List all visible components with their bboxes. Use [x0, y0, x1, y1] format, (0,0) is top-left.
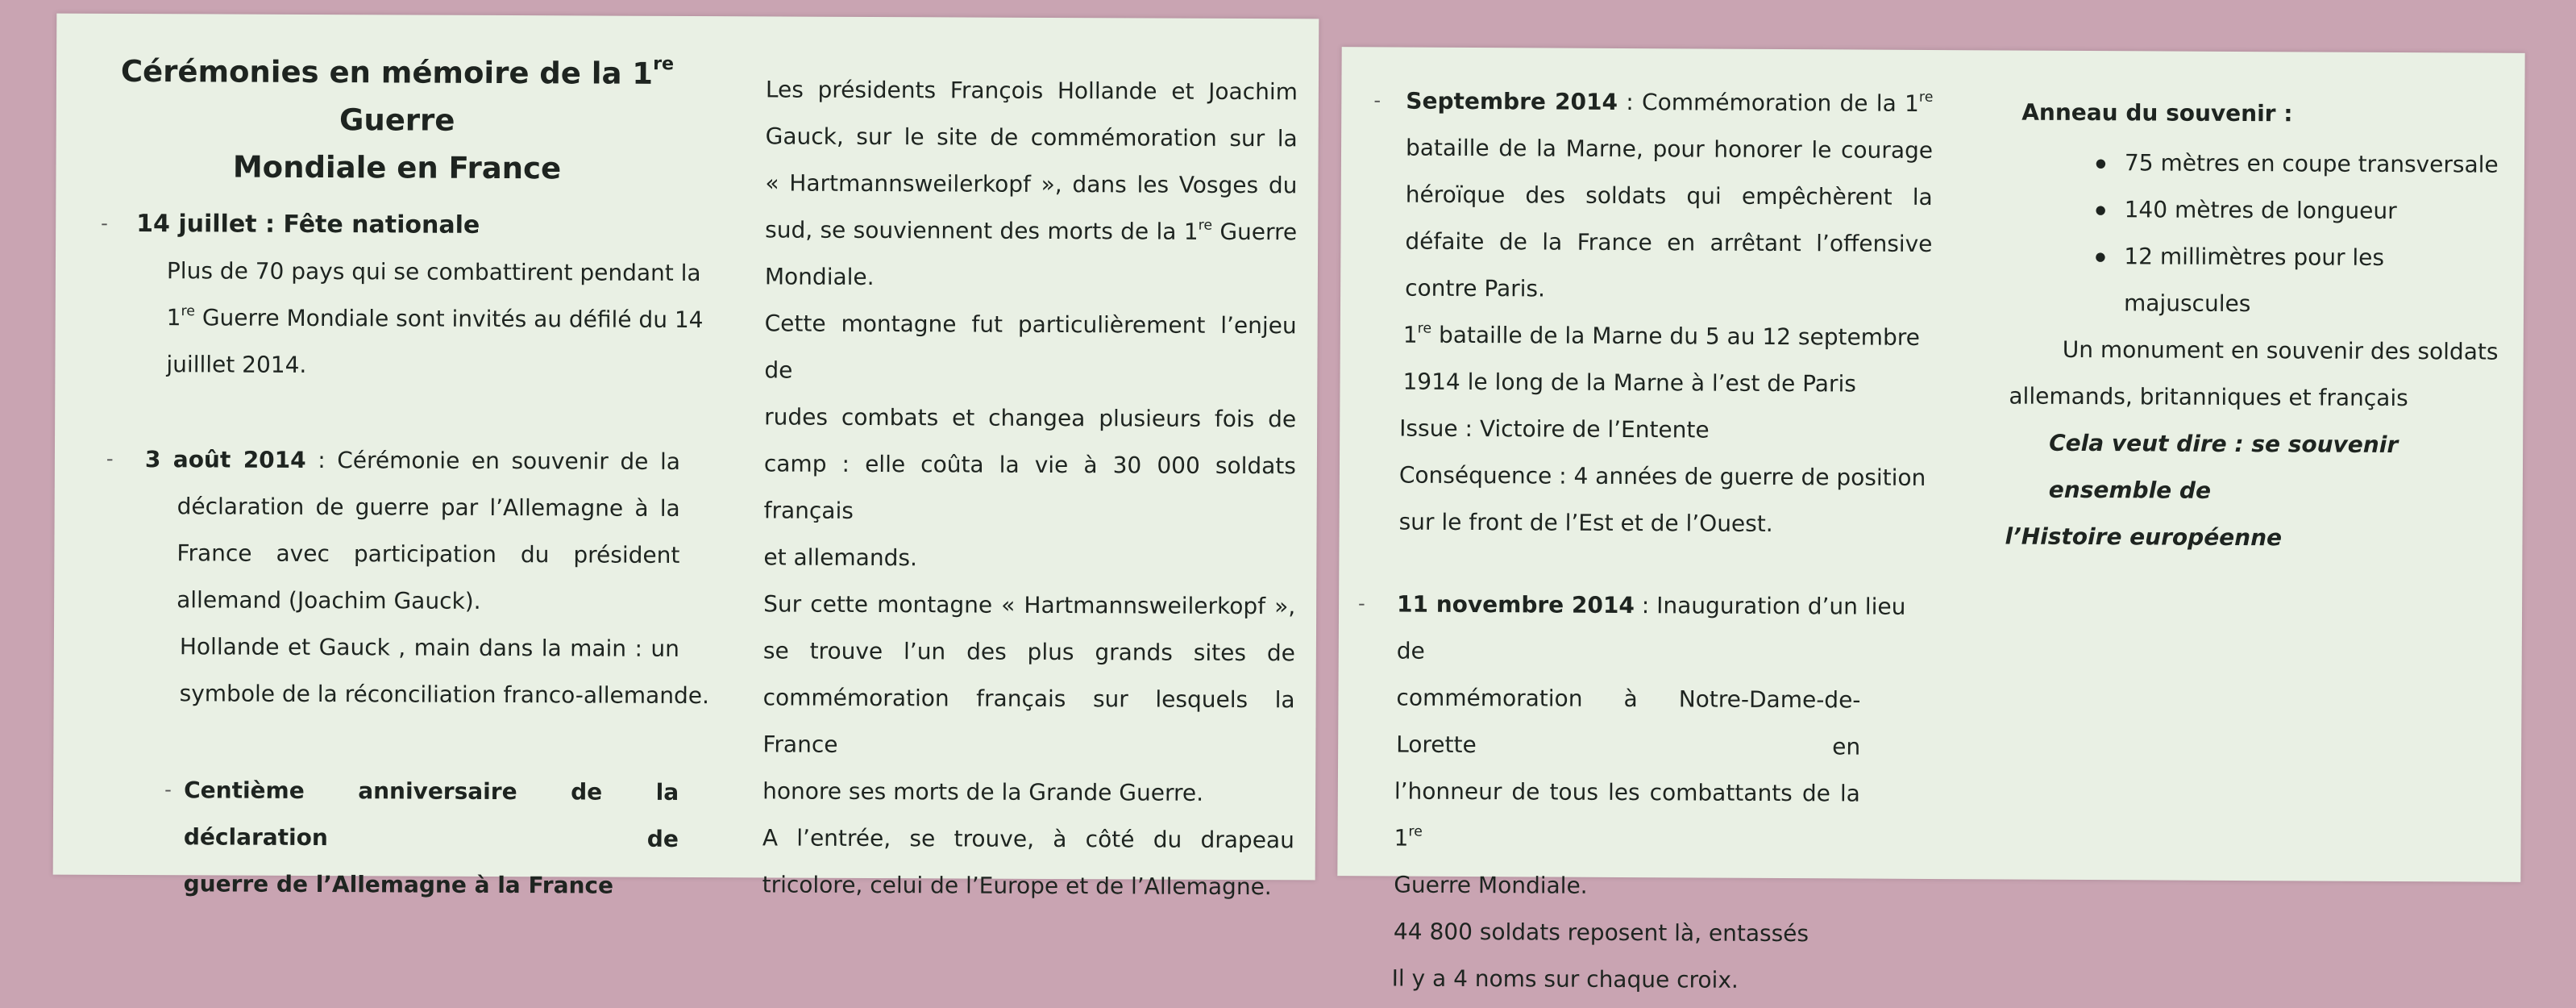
text-line: héroïque des soldats qui empêchèrent la	[1405, 181, 1933, 211]
text-line: 1914 le long de la Marne à l’est de Paris	[1402, 368, 1856, 398]
text-line: Mondiale.	[764, 263, 875, 291]
dash-marker: -	[106, 447, 114, 470]
text-line: commémoration à Notre-Dame-de-Lorette en	[1396, 684, 1861, 760]
text-line: Hollande et Gauck , main dans la main : un	[179, 632, 679, 662]
quote-line: l’Histoire européenne	[2005, 523, 2283, 552]
bullet-list	[2000, 139, 2516, 328]
list-item: ● 75 mètres en coupe transversale	[2096, 140, 2516, 189]
section-11-novembre	[1358, 581, 1936, 1005]
text-line: A l’entrée, se trouve, à côté du drapeau	[762, 824, 1294, 854]
quote-line: Cela veut dire : se souvenir ensemble de	[2048, 429, 2399, 504]
text-line: tricolore, celui de l’Europe et de l’Allemagne.	[762, 871, 1272, 901]
section-heading: 14 juillet : Fête nationale	[136, 209, 480, 240]
text-line: 1re bataille de la Marne du 5 au 12 septembre	[1402, 320, 1921, 351]
text-line: commémoration français sur lesquels la France	[762, 684, 1295, 758]
text-line: 44 800 soldats reposent là, entassés	[1393, 918, 1809, 948]
text-line: contre Paris.	[1405, 274, 1546, 302]
right-info-sheet	[1337, 47, 2524, 993]
section-heading: guerre de l’Allemagne à la France	[183, 869, 614, 899]
right-column-2	[1998, 89, 2516, 562]
text-line: l’honneur de tous les combattants de la 1re	[1394, 777, 1860, 852]
text-line: symbole de la réconciliation franco-allemande.	[179, 679, 709, 709]
text-line: Il y a 4 noms sur chaque croix.	[1391, 964, 1739, 993]
text-line: « Hartmannsweilerkopf », dans les Vosges du	[765, 169, 1298, 199]
list-item: ● 12 millimètres pour les majuscules	[2095, 233, 2516, 329]
text-line: Guerre Mondiale.	[1394, 871, 1588, 899]
page-title: Cérémonies en mémoire de la 1re Guerre Mondiale en France	[120, 53, 675, 186]
text-line: bataille de la Marne, pour honorer le courage	[1405, 134, 1934, 165]
text-line: allemand (Joachim Gauck).	[177, 585, 481, 614]
text-line: sud, se souviennent des morts de la 1re Guerre	[765, 216, 1298, 246]
right-column-1	[1358, 77, 1938, 1005]
dash-marker: -	[101, 211, 108, 235]
text-line: rudes combats et changea plusieurs fois de	[764, 403, 1297, 433]
text-line: déclaration de guerre par l’Allemagne à la	[177, 492, 680, 522]
text-line: 1re Guerre Mondiale sont invités au défilé du 14	[166, 302, 704, 333]
text-line: et allemands.	[763, 544, 917, 572]
left-column-2	[762, 66, 1298, 910]
text-line: honore ses morts de la Grande Guerre.	[762, 777, 1204, 806]
text-line: Issue : Victoire de l’Entente	[1399, 414, 1710, 444]
section-septembre	[1371, 77, 1938, 548]
left-column-1	[76, 48, 717, 910]
section-heading: 11 novembre 2014 : Inauguration d’un lieu de	[1396, 590, 1906, 664]
text-line: Plus de 70 pays qui se combattirent pendant la	[166, 256, 701, 286]
text-line: défaite de la France en arrêtant l’offensive	[1405, 227, 1933, 258]
text-line: France avec participation du président	[177, 539, 680, 569]
section-heading: Centième anniversaire de la déclaration de	[183, 776, 679, 852]
dash-marker: -	[1373, 89, 1381, 112]
list-item: ● 140 mètres de longueur	[2096, 186, 2516, 235]
section-3-aout	[77, 435, 715, 719]
text-line: allemands, britanniques et français	[2009, 382, 2408, 412]
dash-marker: -	[1358, 592, 1365, 615]
section-heading: 3 août 2014 : Cérémonie en souvenir de la	[144, 445, 681, 475]
text-line: Conséquence : 4 années de guerre de position	[1398, 461, 1926, 491]
text-line: Les présidents François Hollande et Joachim	[765, 76, 1298, 106]
section-14-juillet	[77, 200, 715, 389]
text-line: se trouve l’un des plus grands sites de	[762, 637, 1295, 667]
section-heading: Septembre 2014 : Commémoration de la 1re	[1406, 87, 1934, 117]
text-line: sur le front de l’Est et de l’Ouest.	[1398, 508, 1773, 537]
text-line: Un monument en souvenir des soldats	[2062, 335, 2499, 365]
text-line: camp : elle coûta la vie à 30 000 soldats français	[763, 450, 1296, 524]
left-info-sheet	[53, 14, 1319, 901]
text-line: Gauck, sur le site de commémoration sur la	[765, 123, 1298, 152]
dash-marker: -	[164, 777, 172, 801]
text-line: Sur cette montagne « Hartmannsweilerkopf »,	[763, 590, 1296, 620]
text-line: Cette montagne fut particulièrement l’enjeu de	[764, 310, 1297, 384]
section-heading: Anneau du souvenir :	[2021, 98, 2293, 127]
text-line: juilllet 2014.	[166, 350, 307, 378]
section-centieme	[76, 766, 713, 909]
